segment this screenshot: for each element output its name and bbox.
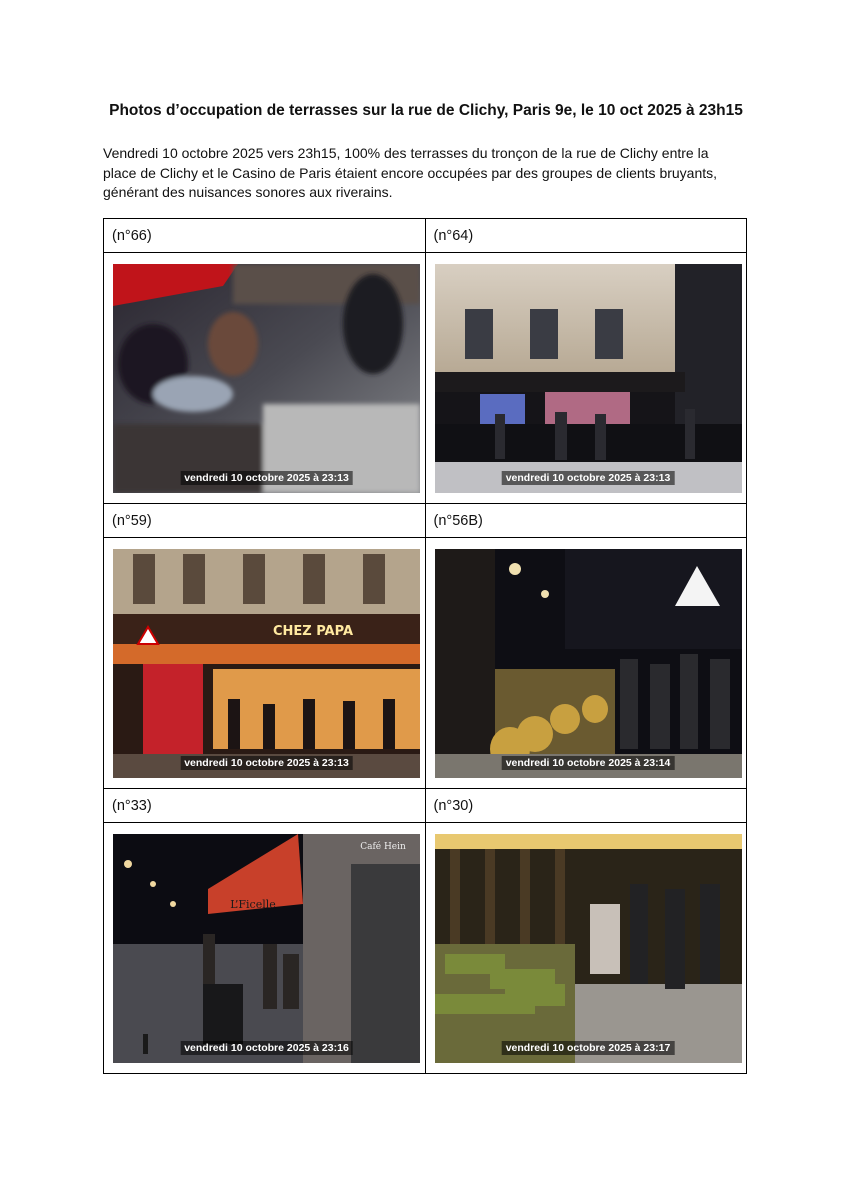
intro-paragraph <box>103 144 753 203</box>
photo-label: (n°59) <box>104 504 426 538</box>
photo-terrace-56b <box>435 549 742 778</box>
photo-table <box>103 218 747 1074</box>
photo-timestamp: vendredi 10 octobre 2025 à 23:14 <box>502 756 675 770</box>
sign-text: CHEZ PAPA <box>272 624 354 639</box>
photo-cell <box>425 253 747 504</box>
photo-cell <box>104 253 426 504</box>
sign-text: Café Hein <box>360 842 406 852</box>
sign-text: L’Ficelle <box>230 898 276 911</box>
photo-label: (n°30) <box>425 789 747 823</box>
photo-timestamp: vendredi 10 octobre 2025 à 23:16 <box>180 1041 353 1055</box>
photo-cell <box>104 538 426 789</box>
photo-label: (n°66) <box>104 219 426 253</box>
photo-terrace-59 <box>113 549 420 778</box>
photo-timestamp: vendredi 10 octobre 2025 à 23:17 <box>502 1041 675 1055</box>
photo-terrace-66 <box>113 264 420 493</box>
photo-cell <box>425 823 747 1074</box>
photo-timestamp: vendredi 10 octobre 2025 à 23:13 <box>180 471 353 485</box>
photo-terrace-33 <box>113 834 420 1063</box>
photo-cell <box>104 823 426 1074</box>
intro-line: générant des nuisances sonores aux riverains. <box>103 184 393 200</box>
intro-line: Vendredi 10 octobre 2025 vers 23h15, 100% des terrasses du tronçon de la rue de Clichy entre la <box>103 145 709 161</box>
photo-terrace-64 <box>435 264 742 493</box>
photo-label: (n°56B) <box>425 504 747 538</box>
photo-timestamp: vendredi 10 octobre 2025 à 23:13 <box>180 756 353 770</box>
photo-label: (n°64) <box>425 219 747 253</box>
photo-terrace-30 <box>435 834 742 1063</box>
document-title: Photos d’occupation de terrasses sur la rue de Clichy, Paris 9e, le 10 oct 2025 à 23h15 <box>109 102 743 119</box>
photo-cell <box>425 538 747 789</box>
intro-line: place de Clichy et le Casino de Paris étaient encore occupées par des groupes de clients bruyants, <box>103 164 718 181</box>
photo-label: (n°33) <box>104 789 426 823</box>
photo-timestamp: vendredi 10 octobre 2025 à 23:13 <box>502 471 675 485</box>
